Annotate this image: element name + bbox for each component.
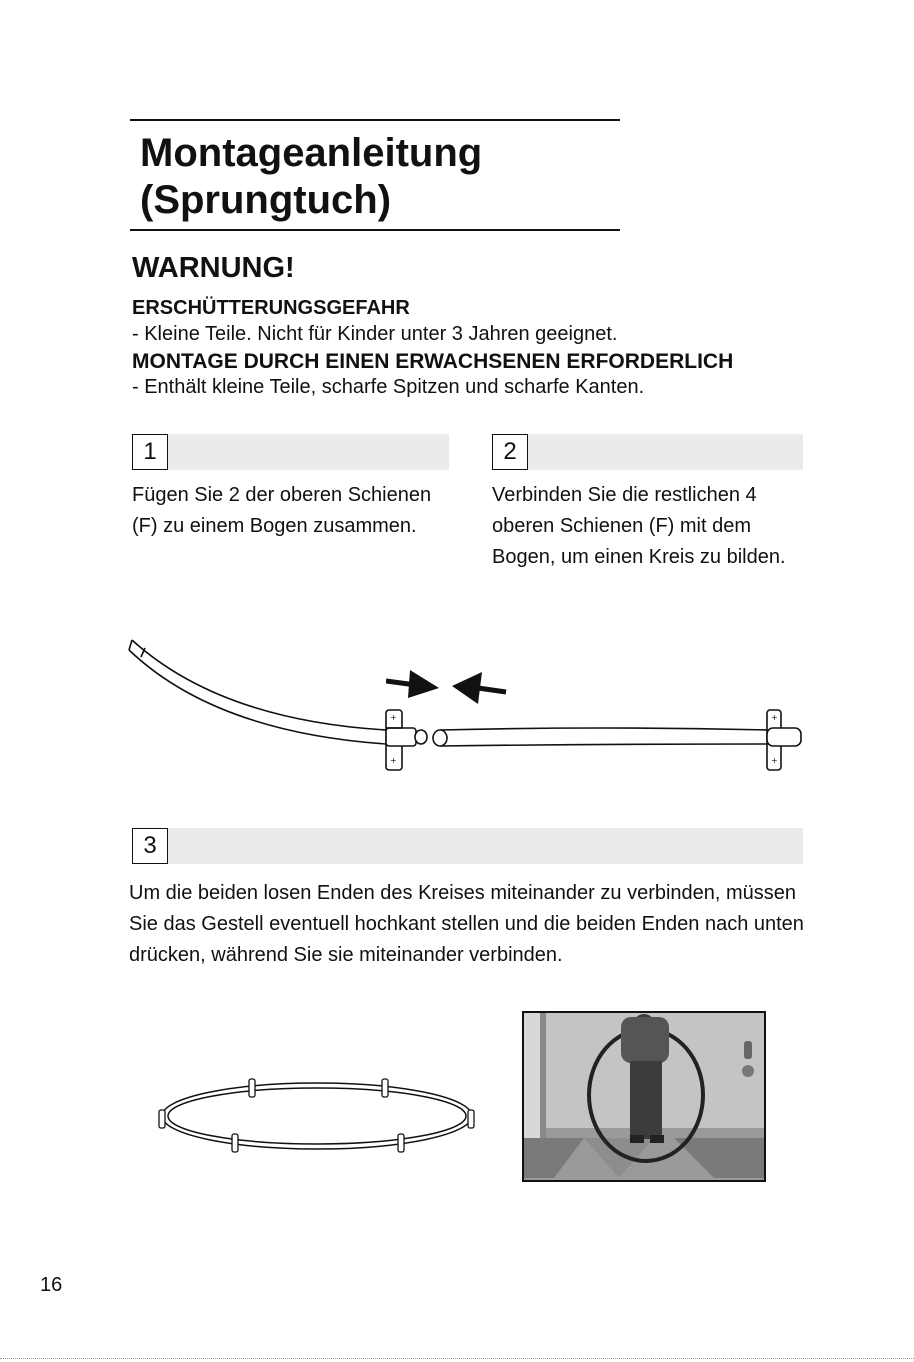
rail-connection-illustration	[0, 620, 914, 820]
page-number: 16	[40, 1274, 63, 1296]
title-rule-bottom	[130, 229, 620, 231]
step-1-bar	[132, 434, 449, 470]
warning-heading: WARNUNG!	[132, 252, 295, 284]
step-3-number: 3	[132, 828, 168, 864]
step-2-number: 2	[492, 434, 528, 470]
adult-text: - Enthält kleine Teile, scharfe Spitzen und scharfe Kanten.	[132, 376, 645, 398]
title-line-1: Montageanleitung	[140, 131, 483, 175]
title-line-2: (Sprungtuch)	[140, 178, 392, 222]
arrow-left-icon	[452, 672, 508, 704]
step-2-text: Verbinden Sie die restlichen 4 oberen Schienen (F) mit dem Bogen, um einen Kreis zu bilden.	[492, 484, 786, 568]
hazard-text: - Kleine Teile. Nicht für Kinder unter 3 Jahren geeignet.	[132, 323, 618, 345]
step-1-text: Fügen Sie 2 der oberen Schienen (F) zu einem Bogen zusammen.	[132, 484, 432, 537]
step-3-bar	[132, 828, 803, 864]
arrow-right-icon	[386, 668, 442, 698]
title-rule-top	[130, 119, 620, 121]
person-holding-ring-photo	[522, 1011, 766, 1182]
page-edge-line	[0, 1358, 914, 1359]
adult-heading: MONTAGE DURCH EINEN ERWACHSENEN ERFORDERLICH	[132, 350, 734, 373]
step-2-bar	[492, 434, 803, 470]
svg-text:+: +	[771, 756, 778, 765]
step-1-number: 1	[132, 434, 168, 470]
hazard-heading: ERSCHÜTTERUNGSGEFAHR	[132, 297, 410, 319]
step-3-text: Um die beiden losen Enden des Kreises miteinander zu verbinden, müssen Sie das Gestell eventuell hochkant stellen und die beiden Enden nach unten drücken, während Sie sie miteinander verbinden.	[129, 882, 804, 966]
svg-text:+: +	[390, 713, 397, 722]
page-title	[140, 130, 482, 224]
frame-ring-illustration	[152, 1072, 482, 1172]
photo-scene	[524, 1013, 764, 1180]
svg-text:+: +	[771, 713, 778, 722]
svg-text:+: +	[390, 756, 397, 765]
